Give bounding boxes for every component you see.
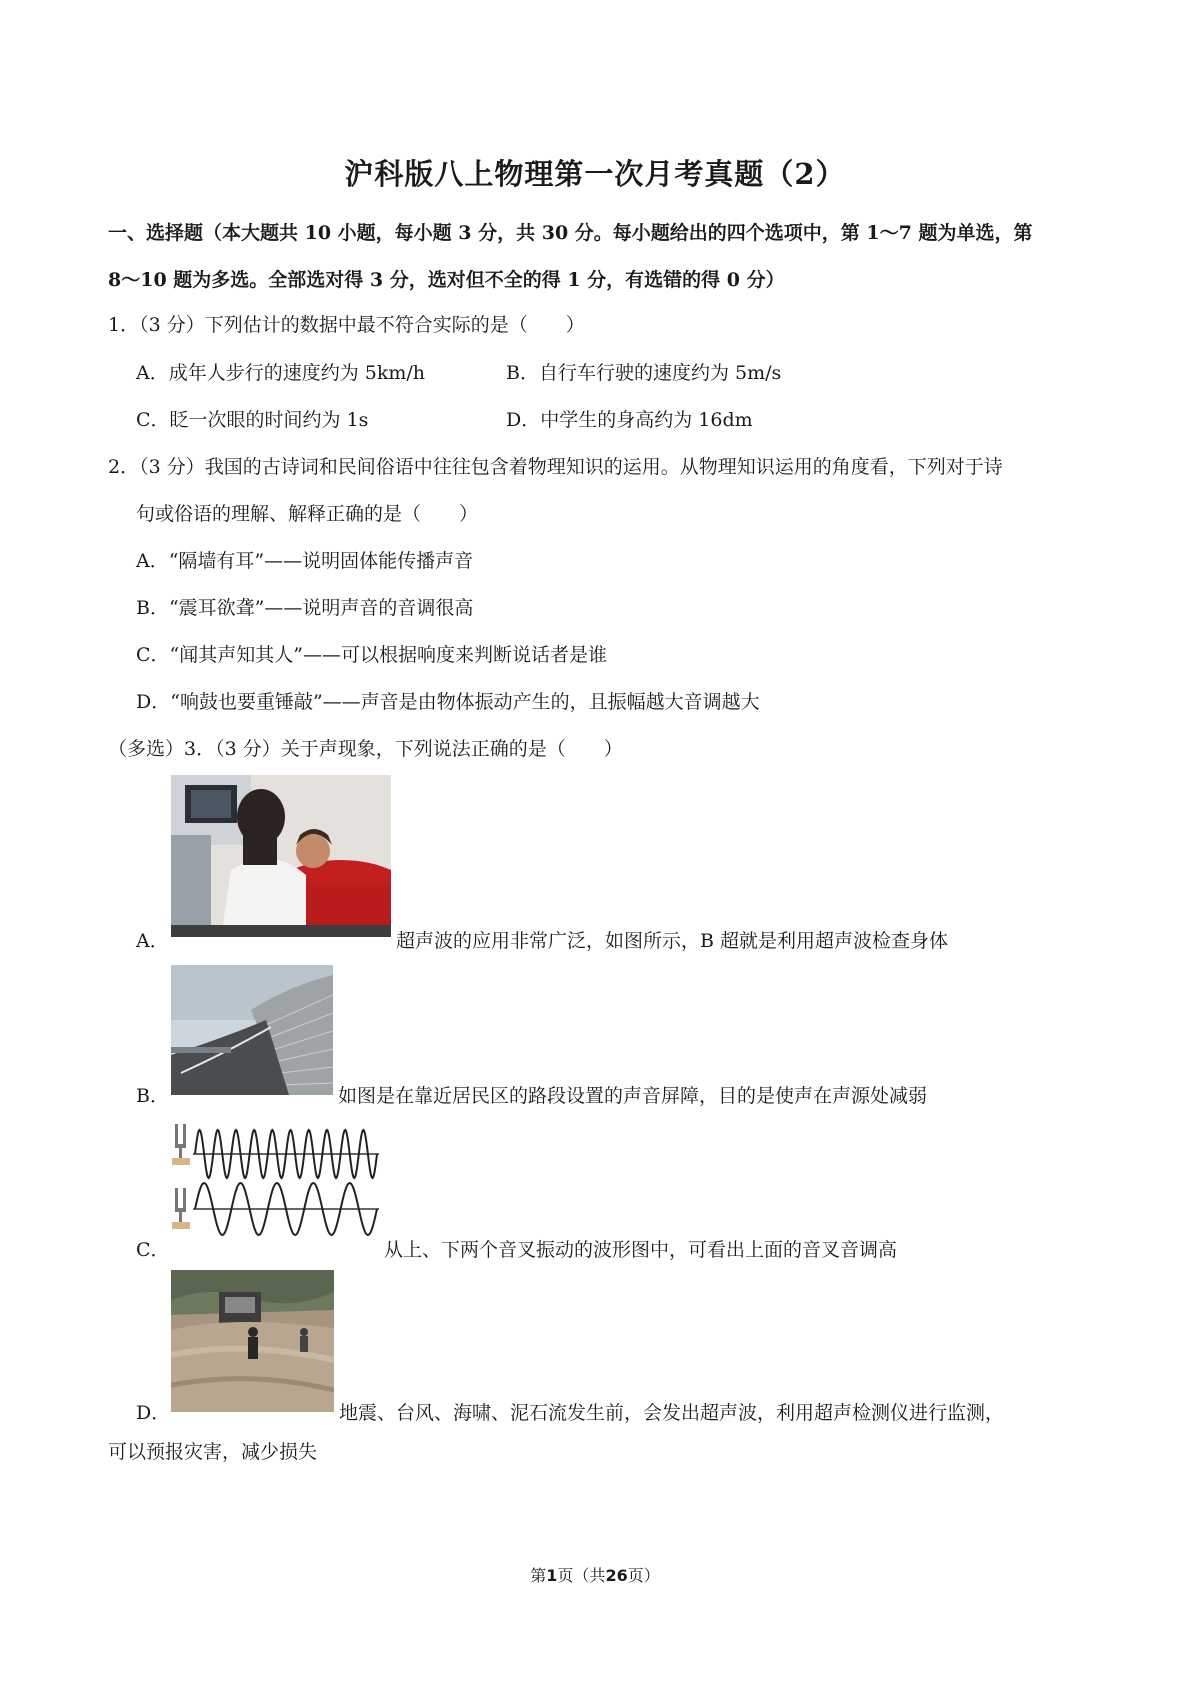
footer-page-number: 1	[546, 1566, 558, 1585]
tuning-fork-waveforms	[171, 1122, 381, 1254]
page-title: 沪科版八上物理第一次月考真题（2）	[344, 157, 846, 191]
footer-page-total: 26	[605, 1566, 628, 1585]
q2-stem-line1: 2．（3 分）我国的古诗词和民间俗语中往往包含着物理知识的运用。从物理知识运用的角度看，下列对于诗	[108, 456, 1003, 478]
q2-stem-line2: 句或俗语的理解、解释正确的是（ ）	[136, 503, 479, 525]
footer-middle: 页（共	[557, 1566, 606, 1585]
q3-option-d-text-line2: 可以预报灾害，减少损失	[108, 1441, 318, 1463]
q2-option-a: A．“隔墙有耳”——说明固体能传播声音	[136, 550, 474, 572]
mudslide-photo	[171, 1270, 334, 1412]
q1-option-b: B．自行车行驶的速度约为 5m/s	[506, 362, 782, 384]
q1-option-d: D．中学生的身高约为 16dm	[506, 409, 753, 431]
q3-stem: （多选）3．（3 分）关于声现象，下列说法正确的是（ ）	[108, 738, 623, 760]
section-heading-line1: 一、选择题（本大题共 10 小题，每小题 3 分，共 30 分。每小题给出的四个选项中，第 1～7 题为单选，第	[108, 222, 1033, 244]
section-heading-line2: 8～10 题为多选。全部选对得 3 分，选对但不全的得 1 分，有选错的得 0 分）	[108, 269, 785, 291]
q1-stem: 1．（3 分）下列估计的数据中最不符合实际的是（ ）	[108, 314, 585, 336]
q3-option-a-label: A．	[136, 930, 169, 952]
page-footer	[0, 1563, 1190, 1586]
q2-option-b: B．“震耳欲聋”——说明声音的音调很高	[136, 597, 474, 619]
q3-option-d-label: D．	[136, 1402, 171, 1424]
q1-option-a: A．成年人步行的速度约为 5km/h	[136, 362, 426, 384]
q3-option-c-label: C．	[136, 1239, 170, 1261]
q2-option-d: D．“响鼓也要重锤敲”——声音是由物体振动产生的，且振幅越大音调越大	[136, 691, 760, 713]
q2-option-c: C．“闻其声知其人”——可以根据响度来判断说话者是谁	[136, 644, 607, 666]
ultrasound-photo	[171, 775, 391, 937]
q3-option-d-text: 地震、台风、海啸、泥石流发生前，会发出超声波，利用超声检测仪进行监测，	[339, 1402, 1005, 1424]
q1-option-c: C．眨一次眼的时间约为 1s	[136, 409, 369, 431]
footer-prefix: 第	[530, 1566, 547, 1585]
q3-option-b-text: 如图是在靠近居民区的路段设置的声音屏障，目的是使声在声源处减弱	[338, 1085, 928, 1107]
q3-option-b-label: B．	[136, 1085, 169, 1107]
q3-option-a-text: 超声波的应用非常广泛，如图所示，B 超就是利用超声波检查身体	[396, 930, 949, 952]
footer-suffix: 页）	[627, 1566, 660, 1585]
q3-option-c-text: 从上、下两个音叉振动的波形图中，可看出上面的音叉音调高	[384, 1239, 898, 1261]
noise-barrier-photo	[171, 965, 333, 1095]
